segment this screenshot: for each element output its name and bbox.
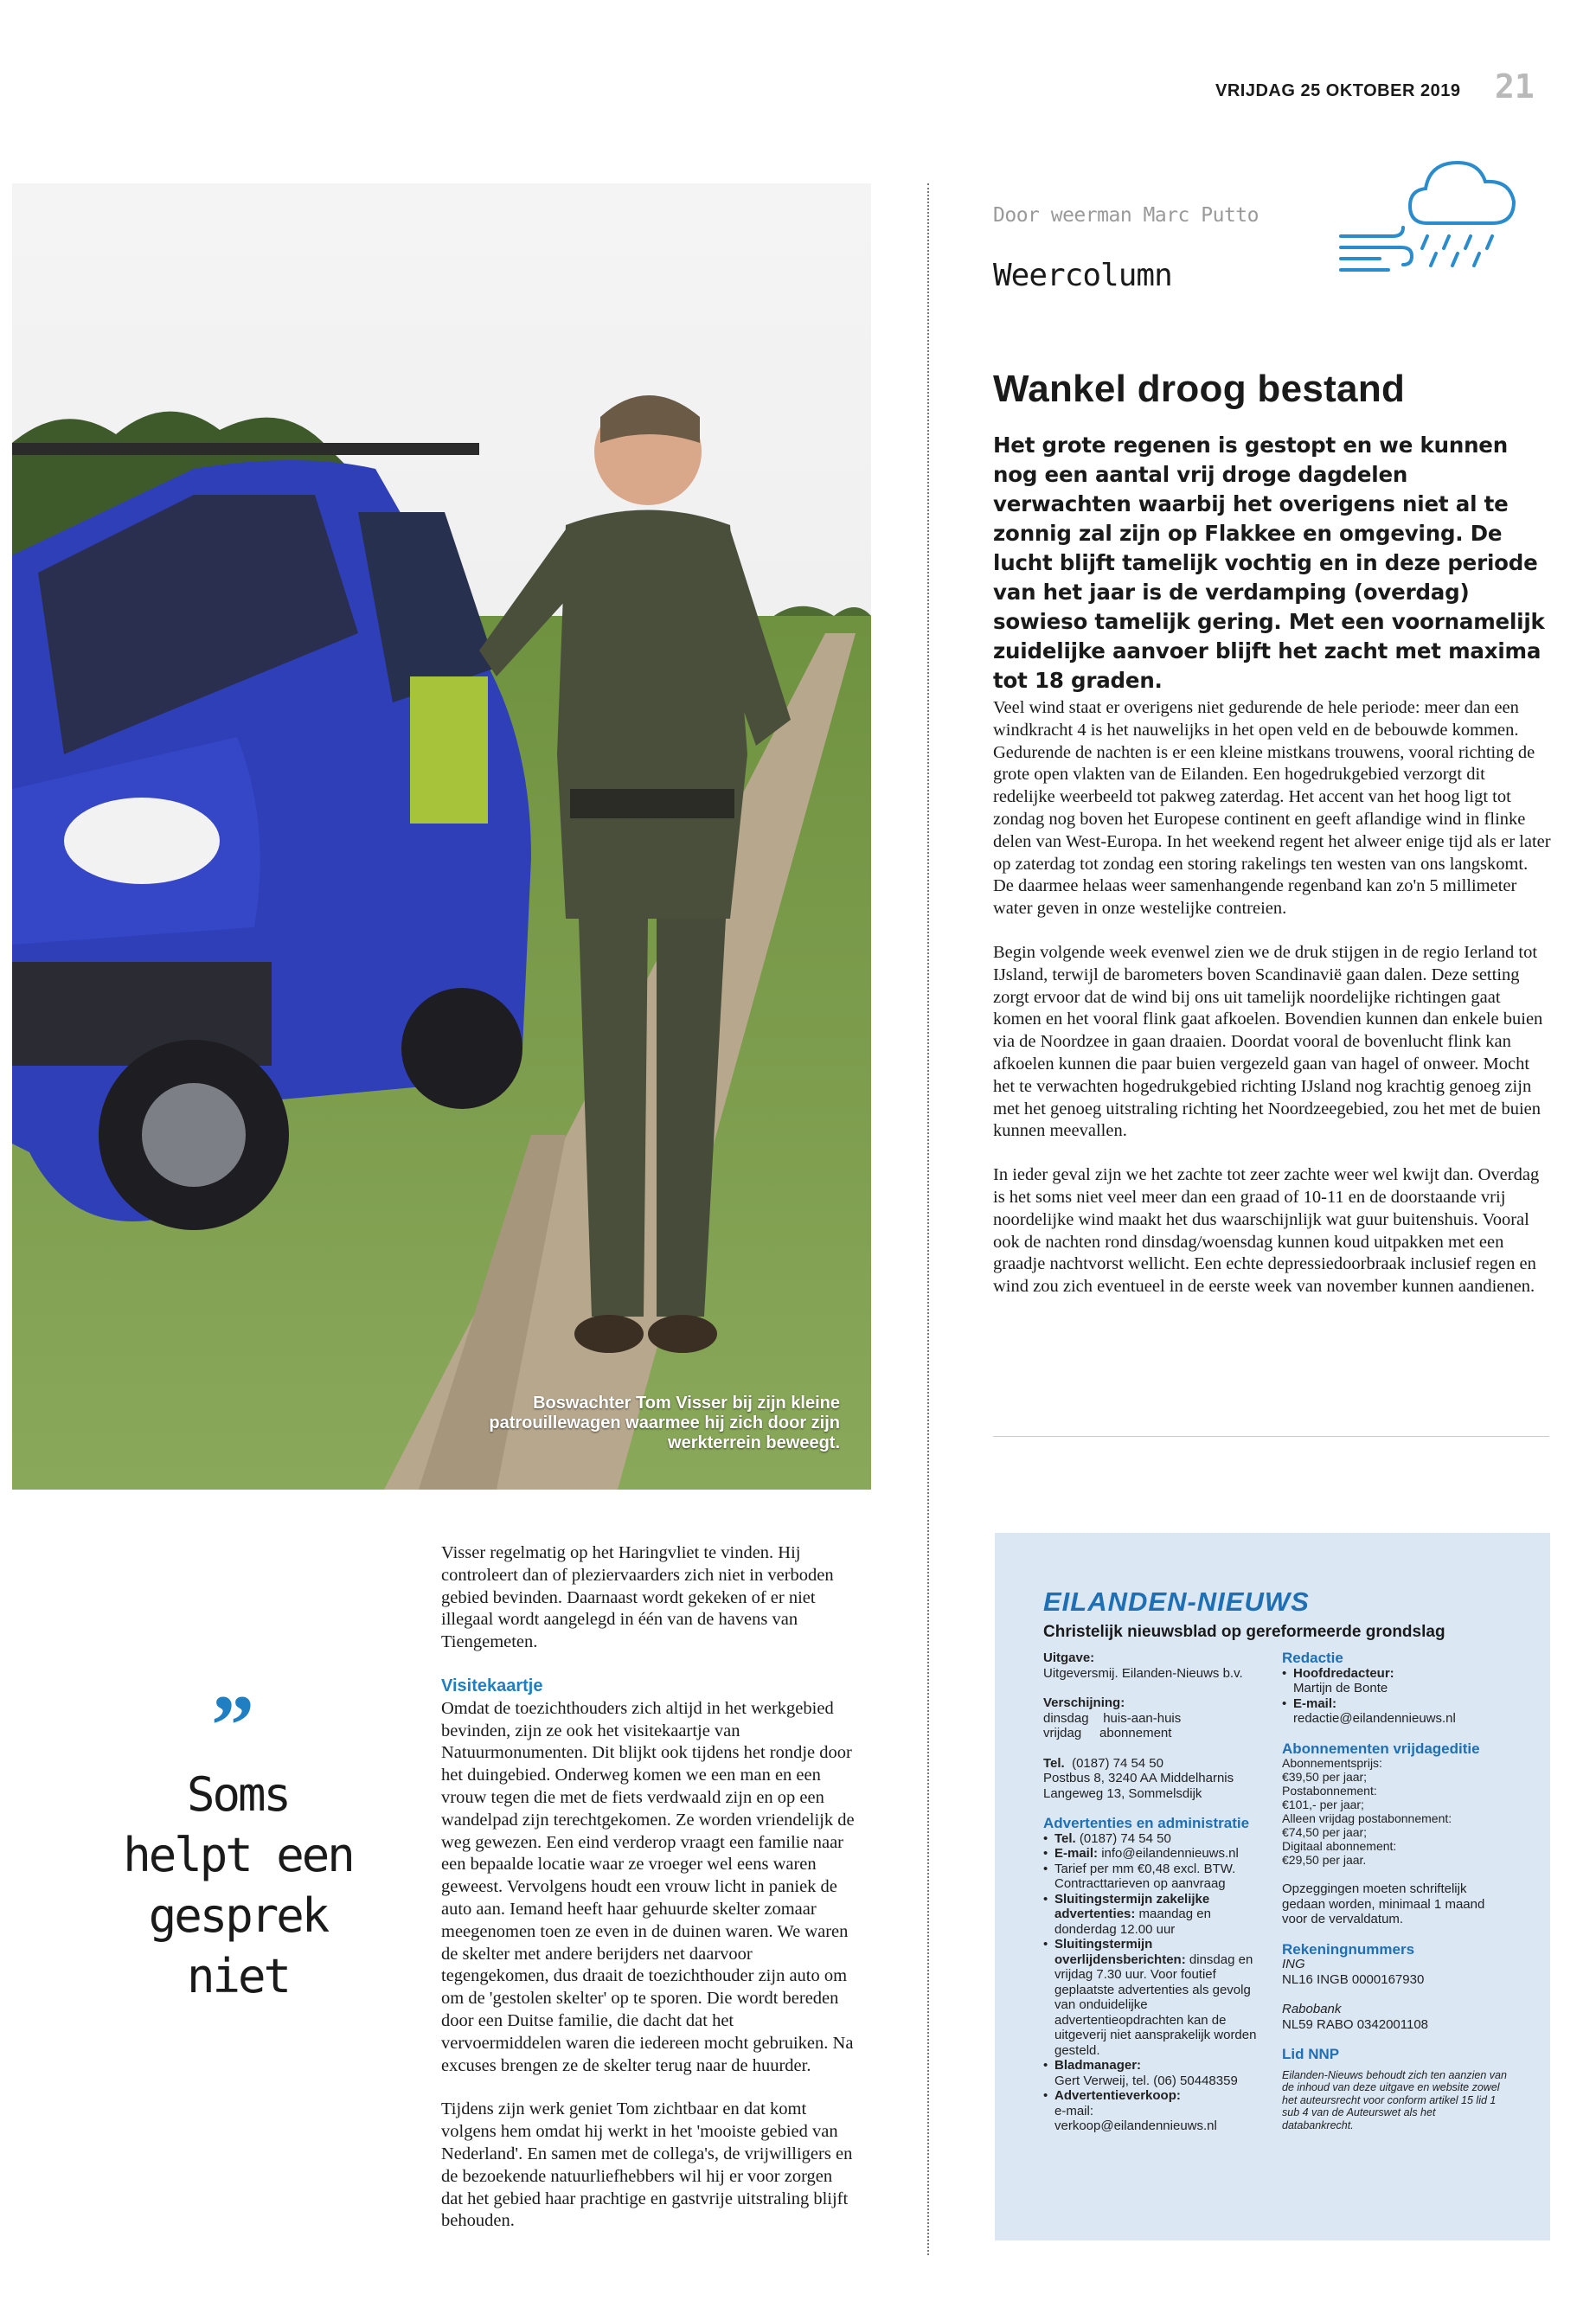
newspaper-logo: EILANDEN-NIEUWS: [1043, 1586, 1310, 1617]
adv-tel: (0187) 74 54 50: [1079, 1830, 1171, 1846]
article-subhead: Visitekaartje: [441, 1676, 543, 1695]
quote-mark-icon: ”: [211, 1677, 254, 1773]
post-prijs: €101,- per jaar;: [1282, 1798, 1364, 1811]
hoofdredacteur: Martijn de Bonte: [1293, 1681, 1388, 1695]
lid-title: Lid NNP: [1282, 2046, 1340, 2062]
weather-headline: Wankel droog bestand: [993, 368, 1406, 410]
digitaal-prijs: €29,50 per jaar.: [1282, 1853, 1367, 1867]
colophon-right-column: [1282, 1650, 1509, 2131]
colophon-box: [995, 1533, 1550, 2240]
tel-value: (0187) 74 54 50: [1072, 1755, 1163, 1771]
redactie-email-link[interactable]: redactie@eilandennieuws.nl: [1293, 1711, 1456, 1726]
section-rule: [993, 1436, 1549, 1437]
photo-illustration: [12, 183, 871, 1490]
redactie-email-label: E-mail:: [1293, 1695, 1337, 1711]
digitaal-label: Digitaal abonnement:: [1282, 1839, 1397, 1853]
newspaper-tagline: Christelijk nieuwsblad op gereformeerde grondslag: [1043, 1623, 1445, 1641]
photo-caption: Boswachter Tom Visser bij zijn kleine patrouillewagen waarmee hij zich door zijn werkterrein beweegt.: [489, 1394, 840, 1452]
verkoop-email-link[interactable]: verkoop@eilandennieuws.nl: [1054, 2118, 1217, 2133]
adv-tel-label: Tel.: [1054, 1830, 1076, 1846]
ing-label: ING: [1282, 1957, 1305, 1971]
article-paragraph: Omdat de toezichthouders zich altijd in het werkgebied bevinden, zijn ze ook het visitekaartje van Natuurmonumenten. Dit blijkt ook tijdens het rondje door het duingebied. Onderweg komen we een man en een vrouw tegen die met de fiets verdwaald zijn en op een wandelpad zijn terechtgekomen. Ze worden vriendelijk de weg gewezen. Een eind verderop vraagt een familie naar een bepaalde locatie waar ze vroeger wel eens waren geweest. Vervolgens houdt een vrouw licht in paniek de auto aan. Iemand heeft haar gehuurde skelter zomaar meegenomen toen ze even in de duinen waren. We waren de skelter met andere berijders net daarvoor tegengekomen, dus draait de toezichthouder zijn auto om om de 'gestolen skelter' op te sporen. Die wordt bereden door een Duitse familie, die dacht dat het vervoermiddelen waren die iedereen mocht gebruiken. Na excuses brengen ze de skelter terug naar de huurder.: [441, 1698, 855, 2075]
rain-wind-icon: [1336, 145, 1531, 288]
weather-intro: Het grote regenen is gestopt en we kunnen nog een aantal vrij droge dagdelen verwachten waarbij het overigens niet al te zonnig zal zijn op Flakkee en omgeving. De lucht blijft tamelijk vochtig en in deze periode van het jaar is de verdamping (overdag) sowieso tamelijk gering. Met een voornamelijk zuidelijke aanvoer blijft het zacht met maxima tot 18 graden.: [993, 433, 1545, 693]
verschijning-line: vrijdag abonnement: [1043, 1726, 1172, 1740]
verkoop-email-label: e-mail:: [1054, 2103, 1094, 2118]
adv-email-label: E-mail:: [1054, 1846, 1099, 1861]
sluit-overlijden: dinsdag en vrijdag 7.30 uur. Voor foutief geplaatste advertenties als gevolg van onduidelijke advertentieopdrachten kan de uitgeverij niet aansprakelijk worden gesteld.: [1054, 1952, 1257, 2058]
sluit-zakelijk-label: Sluitingstermijn zakelijke advertenties:: [1054, 1891, 1210, 1921]
disclaimer: Eilanden-Nieuws behoudt zich ten aanzien van de inhoud van deze uitgave en website zowel het auteursrecht voor conform artikel 15 lid 1 sub 4 van de Auteurswet als het databankrecht.: [1282, 2068, 1507, 2131]
photo-ranger-with-car: [12, 183, 871, 1490]
weather-column-name: Weercolumn: [993, 258, 1172, 293]
postbus: Postbus 8, 3240 AA Middelharnis: [1043, 1771, 1234, 1785]
weather-paragraph: Begin volgende week evenwel zien we de druk stijgen in de regio Ierland tot IJsland, terwijl de barometers boven Scandinavië gaan dalen. Deze setting zorgt ervoor dat de wind bij ons uit tamelijk noordelijke richtingen gaat komen en het vooral flink gaat afkoelen. Bovendien kunnen dan enkele buien via de Noordzee in gaan draaien. Doordat vooral de bovenlucht flink kan afkoelen kunnen die paar buien vergezeld gaan van hagel of onweer. Mocht het te verwachten hogedrukgebied richting IJsland nog krachtig genoeg zijn met het genoeg uitstraling richting het Noordzeegebied, zou het met de buien kunnen meevallen.: [993, 942, 1543, 1141]
abon-prijs-label: Abonnementsprijs:: [1282, 1756, 1382, 1770]
weather-byline: Door weerman Marc Putto: [993, 204, 1259, 227]
verkoop-label: Advertentieverkoop:: [1054, 2088, 1181, 2103]
verschijning-label: Verschijning:: [1043, 1695, 1125, 1710]
article-paragraph: Visser regelmatig op het Haringvliet te vinden. Hij controleert dan of pleziervaarders zich niet in verboden gebied bevinden. Daarnaast wordt gekeken of er niet illegaal wordt aangelegd in één van de havens van Tiengemeten.: [441, 1543, 834, 1652]
sluit-zakelijk: maandag en donderdag 12.00 uur: [1054, 1907, 1211, 1937]
redactie-title: Redactie: [1282, 1650, 1343, 1666]
advertenties-title: Advertenties en administratie: [1043, 1815, 1250, 1831]
opzeggen-notice: Opzeggingen moeten schriftelijk gedaan worden, minimaal 1 maand voor de vervaldatum.: [1282, 1881, 1485, 1926]
column-divider: [927, 183, 929, 2255]
post-label: Postabonnement:: [1282, 1784, 1377, 1798]
hoofdredacteur-label: Hoofdredacteur:: [1293, 1665, 1394, 1681]
uitgave-value: Uitgeversmij. Eilanden-Nieuws b.v.: [1043, 1665, 1243, 1681]
article-paragraph: Tijdens zijn werk geniet Tom zichtbaar en dat komt volgens hem omdat hij werkt in het 'mooiste gebied van Nederland'. En samen met de collega's, de vrijwilligers en de bezoekende natuurliefhebbers wil hij er voor zorgen dat het gebied haar prachtige en gastvrije uitstraling blijft behouden.: [441, 2099, 853, 2231]
ing-number: NL16 INGB 0000167930: [1282, 1971, 1425, 1987]
rabo-label: Rabobank: [1282, 2002, 1342, 2016]
uitgave-label: Uitgave:: [1043, 1650, 1095, 1665]
colophon-left-column: [1043, 1650, 1259, 2134]
adv-email-link[interactable]: info@eilandennieuws.nl: [1101, 1846, 1239, 1861]
sluit-overlijden-label: Sluitingstermijn overlijdensberichten:: [1054, 1937, 1186, 1967]
article-body: [441, 1542, 855, 2254]
rabo-number: NL59 RABO 0342001108: [1282, 2016, 1429, 2032]
verschijning-line: dinsdag huis-aan-huis: [1043, 1710, 1182, 1726]
abon-prijs: €39,50 per jaar;: [1282, 1770, 1368, 1784]
weather-paragraph: In ieder geval zijn we het zachte tot zeer zachte weer wel kwijt dan. Overdag is het soms niet veel meer dan een graad of 10-11 en de doorstaande vrij noordelijke wind maakt het dus waarschijnlijk wat guur buitenshuis. Vooral ook de nachten rond dinsdag/woensdag kunnen koud uitpakken met een graadje nachtvorst wellicht. Een echte depressiedoorbraak inclusief regen en wind zou zich eventueel in de eerste week van november kunnen aandienen.: [993, 1165, 1540, 1297]
abonnementen-title: Abonnementen vrijdageditie: [1282, 1740, 1480, 1757]
vrijdag-post-prijs: €74,50 per jaar;: [1282, 1825, 1368, 1839]
page-number: 21: [1495, 67, 1535, 106]
rekening-title: Rekeningnummers: [1282, 1940, 1415, 1958]
issue-date: VRIJDAG 25 OKTOBER 2019: [1215, 81, 1461, 100]
tel-label: Tel.: [1043, 1755, 1065, 1771]
bladmanager: Gert Verweij, tel. (06) 50448359: [1054, 2073, 1238, 2088]
vrijdag-post-label: Alleen vrijdag postabonnement:: [1282, 1811, 1452, 1825]
adv-tarief: • Tarief per mm €0,48 excl. BTW. Contracttarieven op aanvraag: [1043, 1862, 1259, 1892]
weather-paragraph: Veel wind staat er overigens niet gedurende de hele periode: meer dan een windkracht 4 is het nauwelijks in het open veld en de bebouwde kommen. Gedurende de nachten is er een kleine mistkans trouwens, vooral richting de grote open vlakten van de Eilanden. Een hogedrukgebied verzorgt dit redelijke weerbeeld tot pakweg zaterdag. Het accent van het hoog ligt tot zondag nog boven het Europese continent en geeft aflandige wind in flinke delen van West-Europa. In het weekend regent het alweer enige tijd als er later op zaterdag tot zondag een storing rakelings ten westen van ons langskomt. De daarmee helaas weer samenhangende regenband kan zo'n 5 millimeter water geven in onze westelijke contreien.: [993, 698, 1551, 919]
address: Langeweg 13, Sommelsdijk: [1043, 1785, 1202, 1801]
weather-body: [993, 697, 1551, 1320]
pull-quote: Soms helpt een gesprek niet: [123, 1767, 353, 2003]
bladmanager-label: Bladmanager:: [1054, 2058, 1142, 2073]
